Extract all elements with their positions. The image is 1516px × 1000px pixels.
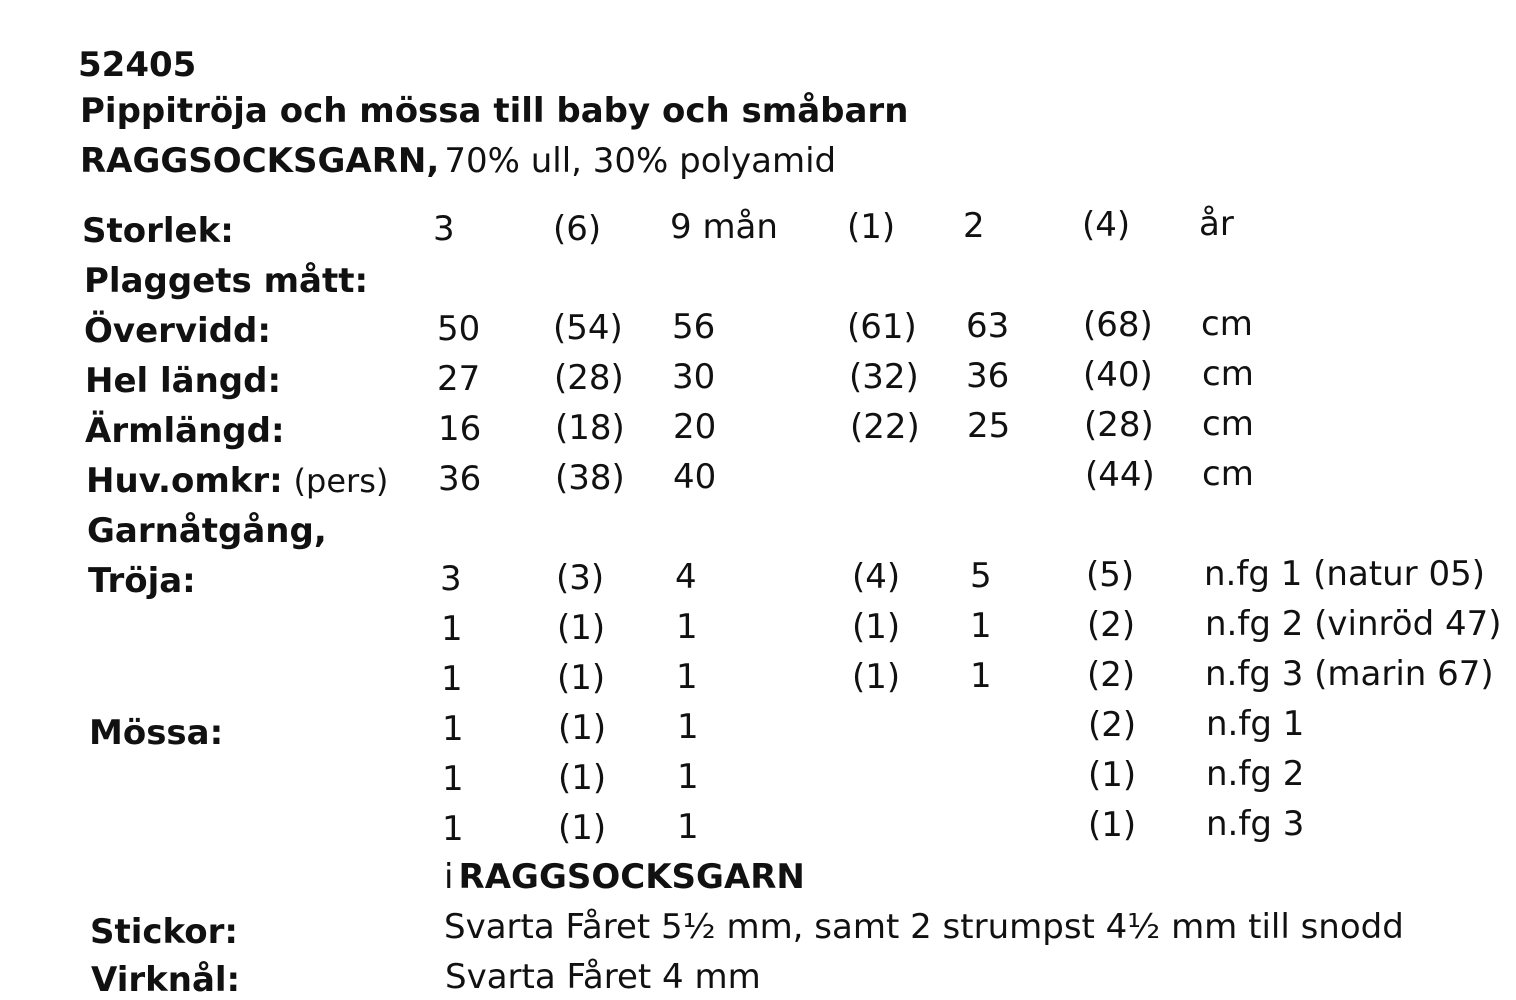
row-label-sweater: Tröja:: [88, 561, 196, 601]
row-label-head-text: Huv.omkr:: [86, 461, 283, 501]
cell: 27: [437, 359, 481, 399]
cell: (44): [1085, 455, 1155, 495]
cell: cm: [1202, 454, 1254, 494]
cell: n.fg 2 (vinröd 47): [1205, 604, 1502, 644]
cell: (40): [1083, 355, 1153, 395]
row-label-sleeve: Ärmlängd:: [85, 411, 285, 451]
cell: (3): [556, 558, 605, 598]
cell: (1): [558, 708, 607, 748]
cell: 3: [440, 559, 462, 599]
cell: (18): [555, 408, 625, 448]
cell: 1: [442, 709, 464, 749]
yarn-spec: 70% ull, 30% polyamid: [444, 141, 837, 181]
cell: (54): [553, 308, 623, 348]
cell: 36: [438, 459, 482, 499]
needles-label: Stickor:: [90, 912, 238, 952]
cell: 1: [970, 656, 992, 696]
needles-text: Svarta Fåret 5½ mm, samt 2 strumpst 4½ mm till snodd: [444, 907, 1404, 947]
pattern-title: Pippitröja och mössa till baby och småbarn: [80, 91, 909, 131]
row-label-length: Hel längd:: [85, 361, 282, 401]
cell: 1: [677, 707, 699, 747]
yarn-line: [80, 141, 837, 181]
cell: 20: [673, 407, 717, 447]
cell: (28): [554, 358, 624, 398]
cell: (61): [847, 307, 917, 347]
cell: 5: [970, 556, 992, 596]
cell: (2): [1088, 705, 1137, 745]
cell: (1): [847, 207, 896, 247]
row-label-yarn-usage: Garnåtgång,: [87, 511, 327, 551]
cell: 1: [442, 759, 464, 799]
cell: n.fg 3: [1206, 804, 1305, 844]
crochet-text: Svarta Fåret 4 mm: [445, 957, 761, 997]
pattern-code: 52405: [78, 45, 197, 85]
cell: (1): [557, 608, 606, 648]
cell: 16: [438, 409, 482, 449]
row-label-head: [86, 461, 389, 501]
cell: (1): [852, 657, 901, 697]
cell: n.fg 2: [1206, 754, 1305, 794]
cell: (1): [557, 658, 606, 698]
cell: (4): [852, 557, 901, 597]
cell: (22): [850, 407, 920, 447]
cell: 1: [677, 807, 699, 847]
cell: n.fg 1: [1206, 704, 1305, 744]
cell: 9 mån: [670, 207, 778, 247]
cell: cm: [1201, 304, 1253, 344]
yarn-name: RAGGSOCKSGARN,: [80, 141, 440, 181]
cell: (1): [852, 607, 901, 647]
cell: (28): [1084, 405, 1154, 445]
cell: (1): [1088, 755, 1137, 795]
row-label-measurements: Plaggets mått:: [84, 261, 369, 301]
cell: cm: [1202, 354, 1254, 394]
row-label-chest: Övervidd:: [84, 311, 271, 351]
cell: 25: [967, 406, 1011, 446]
cell: (1): [558, 808, 607, 848]
cell: n.fg 3 (marin 67): [1205, 654, 1494, 694]
cell: 3: [433, 209, 455, 249]
cell: (6): [553, 209, 602, 249]
cell: (32): [849, 357, 919, 397]
yarn-note-name: RAGGSOCKSGARN: [458, 857, 805, 897]
cell: (2): [1087, 655, 1136, 695]
cell: 1: [441, 609, 463, 649]
cell: 4: [675, 557, 697, 597]
cell: 2: [963, 206, 985, 246]
yarn-note-prefix: i: [444, 857, 454, 897]
cell: år: [1199, 204, 1234, 244]
cell: 1: [676, 657, 698, 697]
cell: (2): [1087, 605, 1136, 645]
cell: cm: [1202, 404, 1254, 444]
cell: 36: [966, 356, 1010, 396]
cell: 1: [677, 757, 699, 797]
cell: (4): [1082, 205, 1131, 245]
cell: 30: [672, 357, 716, 397]
cell: 56: [672, 307, 716, 347]
cell: (1): [558, 758, 607, 798]
cell: 1: [442, 809, 464, 849]
cell: (5): [1086, 555, 1135, 595]
cell: 1: [441, 659, 463, 699]
cell: 50: [437, 309, 481, 349]
row-label-hat: Mössa:: [89, 713, 224, 753]
row-label-head-extra: (pers): [293, 462, 389, 500]
cell: (68): [1083, 305, 1153, 345]
cell: (1): [1088, 805, 1137, 845]
cell: 63: [966, 306, 1010, 346]
cell: 40: [673, 457, 717, 497]
row-label-size: Storlek:: [82, 211, 234, 251]
cell: (38): [555, 458, 625, 498]
yarn-note: [444, 857, 805, 897]
cell: 1: [676, 607, 698, 647]
cell: n.fg 1 (natur 05): [1204, 554, 1485, 594]
cell: 1: [970, 606, 992, 646]
crochet-label: Virknål:: [91, 960, 241, 1000]
